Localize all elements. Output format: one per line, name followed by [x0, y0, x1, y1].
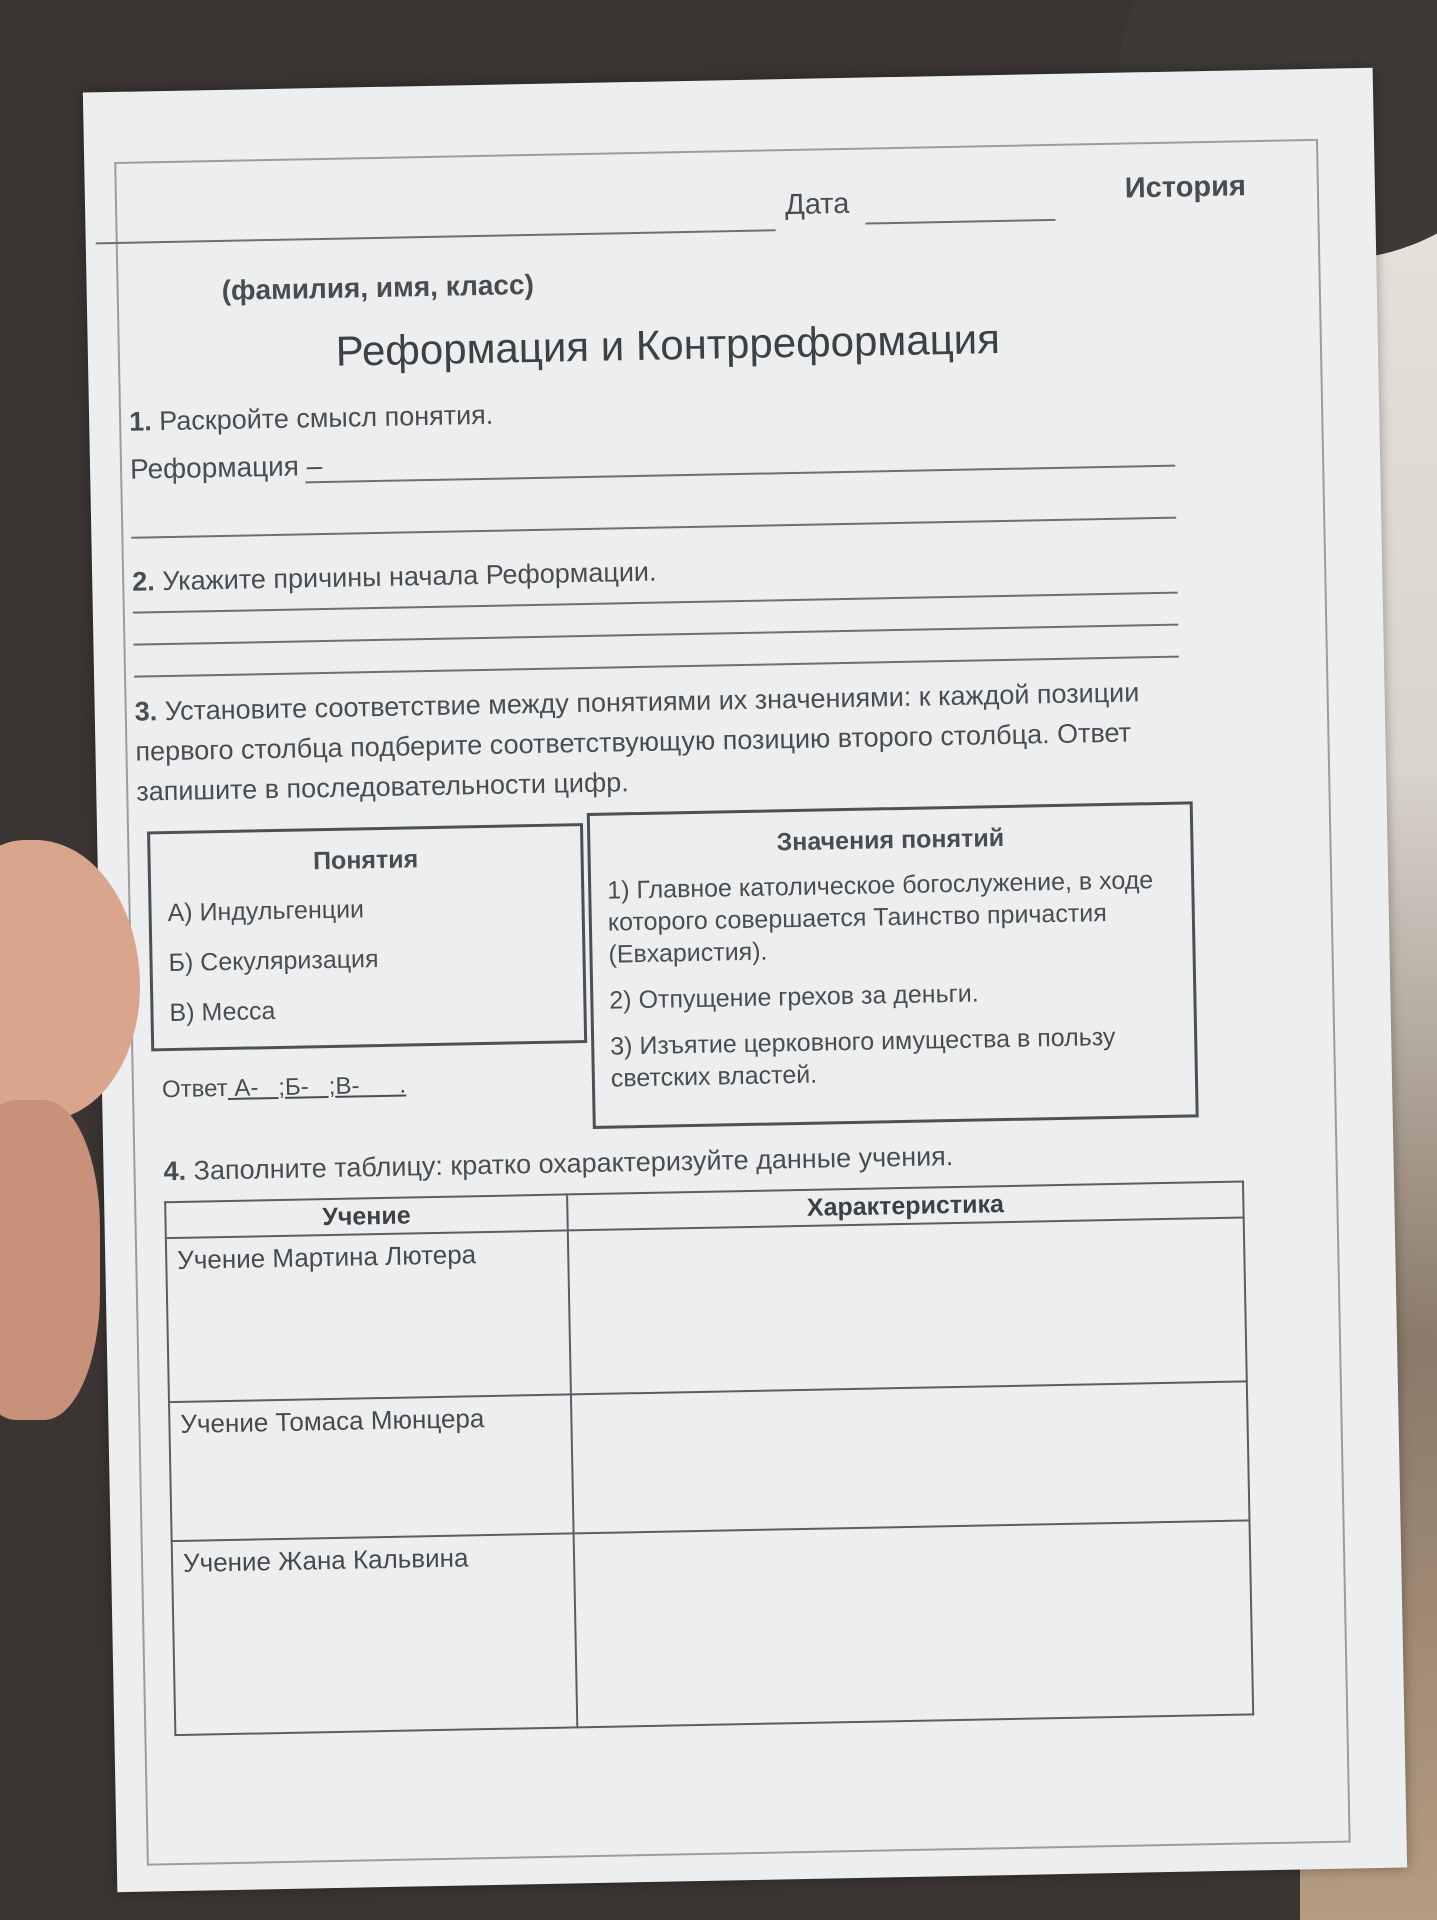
- task-3-number: 3.: [134, 696, 158, 727]
- task-3-prompt: [134, 672, 1176, 812]
- answer-b: Б-: [284, 1073, 310, 1101]
- concept-item: В) Месса: [169, 997, 276, 1028]
- task-4-number: 4.: [163, 1155, 187, 1187]
- worksheet-page: [83, 68, 1407, 1892]
- characteristic-cell[interactable]: [568, 1217, 1247, 1394]
- meaning-item: 3) Изъятие церковного имущества в пользу светских властей.: [609, 1022, 1116, 1093]
- name-hint: (фамилия, имя, класс): [221, 268, 535, 306]
- page-title: Реформация и Контрреформация: [335, 314, 1001, 375]
- answer-label: Ответ: [161, 1074, 228, 1104]
- meaning-item: 1) Главное католическое богослужение, в ходе которого совершается Таинство причастия (Евхаристия).: [606, 866, 1154, 969]
- concept-item: Б) Секуляризация: [168, 945, 379, 978]
- characteristic-cell[interactable]: [574, 1520, 1254, 1727]
- teachings-table: [164, 1180, 1254, 1736]
- answer-a: А-: [234, 1074, 259, 1102]
- meaning-item: 2) Отпущение грехов за деньги.: [609, 979, 979, 1015]
- column-header-teaching: Учение: [165, 1194, 568, 1238]
- table-row: [172, 1520, 1254, 1735]
- concept-item: А) Индульгенции: [167, 895, 365, 928]
- answer-c: В-: [335, 1072, 360, 1100]
- task-1-number: 1.: [128, 406, 152, 437]
- concepts-header: Понятия: [312, 845, 419, 876]
- date-label: Дата: [784, 187, 850, 222]
- task-3-text: Установите соответствие между понятиями их значениями: к каждой позиции первого столбца подберите соответствующую позицию второго столбца. Ответ запишите в последовательности цифр.: [135, 677, 1140, 807]
- subject-label: История: [1124, 170, 1247, 205]
- teaching-cell: Учение Томаса Мюнцера: [169, 1394, 574, 1541]
- teaching-cell: Учение Жана Кальвина: [172, 1533, 578, 1735]
- term-label: Реформация –: [129, 450, 323, 485]
- characteristic-cell[interactable]: [571, 1381, 1250, 1533]
- table-row: [166, 1217, 1247, 1402]
- meanings-box: [587, 801, 1199, 1129]
- meanings-header: Значения понятий: [776, 824, 1005, 857]
- task-4-text: Заполните таблицу: кратко охарактеризуйте данные учения.: [193, 1141, 954, 1186]
- answer-row: Ответ А- ;Б- ;В- .: [161, 1071, 407, 1104]
- task-2-text: Укажите причины начала Реформации.: [161, 556, 657, 597]
- task-1-text: Раскройте смысл понятия.: [158, 399, 494, 437]
- column-header-characteristic: Характеристика: [567, 1181, 1244, 1230]
- concepts-box: [147, 823, 587, 1051]
- table-row: [169, 1381, 1249, 1541]
- task-2-number: 2.: [131, 566, 156, 597]
- task-1-prompt: [129, 395, 494, 442]
- teaching-cell: Учение Мартина Лютера: [166, 1230, 571, 1402]
- holding-fingers: [0, 1100, 100, 1420]
